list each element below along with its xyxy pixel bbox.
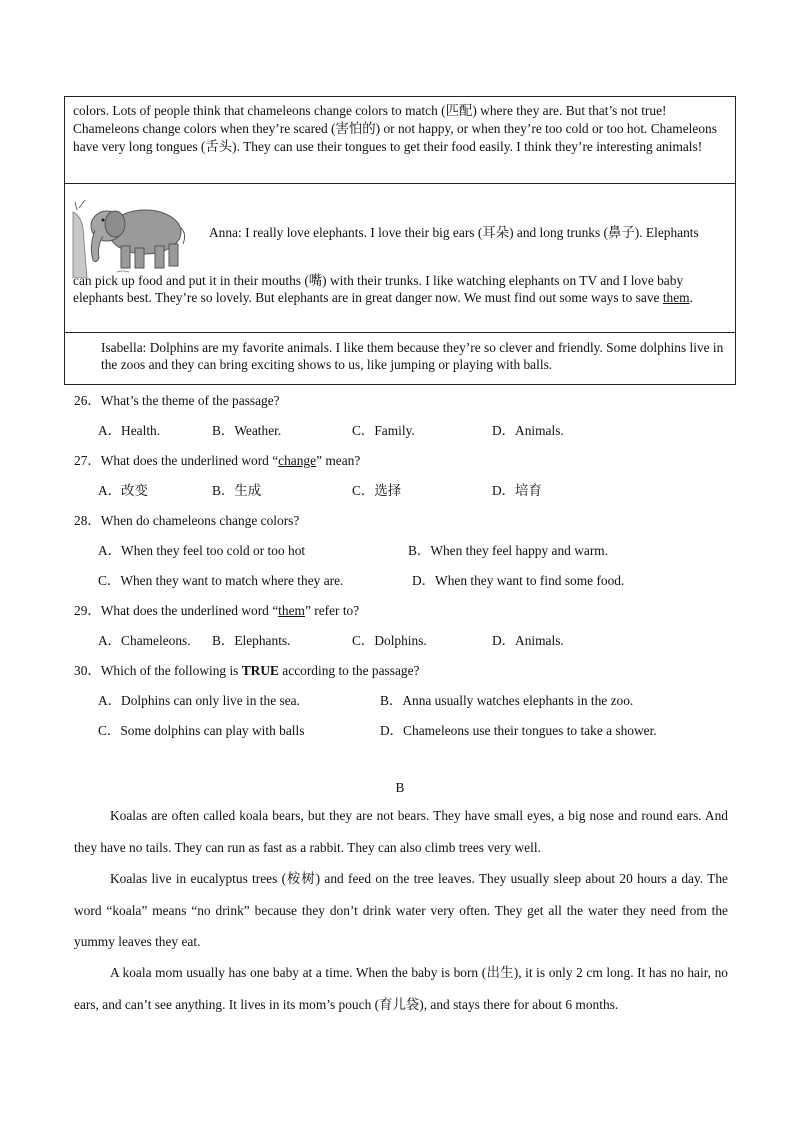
q30-option-a[interactable]: A．Dolphins can only live in the sea. bbox=[98, 693, 300, 708]
q29-option-c[interactable]: C．Dolphins. bbox=[352, 633, 427, 648]
q30-option-b[interactable]: B．Anna usually watches elephants in the zoo. bbox=[380, 693, 634, 708]
elephant-illustration bbox=[71, 198, 189, 278]
underlined-them: them bbox=[662, 290, 690, 305]
q28-option-c[interactable]: C．When they want to match where they are. bbox=[98, 573, 344, 588]
q30-stem-pre: 30．Which of the following is bbox=[74, 663, 242, 678]
q29-stem-post: ” refer to? bbox=[304, 603, 360, 618]
question-29-stem bbox=[74, 600, 359, 619]
q29-underlined-word: them bbox=[278, 603, 305, 618]
q27-option-b[interactable]: B．生成 bbox=[212, 483, 262, 498]
q27-underlined-word: change bbox=[278, 453, 317, 468]
q29-stem-pre: 29．What does the underlined word “ bbox=[74, 603, 279, 618]
q27-option-c[interactable]: C．选择 bbox=[352, 483, 402, 498]
koala-paragraph-2: Koalas live in eucalyptus trees (桉树) and feed on the tree leaves. They usually sleep about 20 hours a day. The word “koala” means “no drink” because they don’t drink water very often. They get all the water they need from the yummy leaves they eat. bbox=[74, 871, 728, 949]
q27-option-d[interactable]: D．培育 bbox=[492, 483, 542, 498]
q26-option-a[interactable]: A．Health. bbox=[98, 423, 161, 438]
q28-option-d[interactable]: D．When they want to find some food. bbox=[412, 573, 625, 588]
question-28-stem: 28．When do chameleons change colors? bbox=[74, 513, 300, 528]
question-26-stem: 26．What’s the theme of the passage? bbox=[74, 393, 280, 408]
q29-option-b[interactable]: B．Elephants. bbox=[212, 633, 291, 648]
anna-first-line: Anna: I really love elephants. I love their big ears (耳朵) and long trunks (鼻子). Elephants bbox=[209, 225, 699, 240]
q27-stem-post: ” mean? bbox=[316, 453, 361, 468]
q28-option-a[interactable]: A．When they feel too cold or too hot bbox=[98, 543, 306, 558]
q27-stem-pre: 27．What does the underlined word “ bbox=[74, 453, 279, 468]
q26-option-d[interactable]: D．Animals. bbox=[492, 423, 564, 438]
chameleon-text: colors. Lots of people think that chameleons change colors to match (匹配) where they are. But that’s not true! Chameleons change colors when they’re scared (害怕的) or not happy, or when they’re too cold or too hot. Chameleons have very long tongues (舌头). They can use their tongues to get their food easily. I think they’re interesting animals! bbox=[73, 103, 717, 154]
anna-text bbox=[73, 272, 727, 306]
q30-option-d[interactable]: D．Chameleons use their tongues to take a shower. bbox=[380, 723, 657, 738]
koala-paragraph-3: A koala mom usually has one baby at a time. When the baby is born (出生), it is only 2 cm long. It has no hair, no ears, and can’t see anything. It lives in its mom’s pouch (育儿袋), and stays there for about 6 months. bbox=[74, 965, 728, 1012]
chameleon-passage-box bbox=[64, 96, 736, 184]
anna-period: . bbox=[689, 290, 693, 305]
q29-option-d[interactable]: D．Animals. bbox=[492, 633, 564, 648]
anna-passage-box bbox=[64, 183, 736, 333]
isabella-passage-box bbox=[64, 332, 736, 385]
q30-bold-word: TRUE bbox=[241, 663, 279, 678]
q30-stem-post: according to the passage? bbox=[278, 663, 420, 678]
q30-option-c[interactable]: C．Some dolphins can play with balls bbox=[98, 723, 305, 738]
question-27-stem bbox=[74, 450, 360, 469]
isabella-text: Isabella: Dolphins are my favorite animals. I like them because they’re so clever and friendly. Some dolphins live in the zoos and they can bring exciting shows to us, like jumping or playing with balls. bbox=[101, 340, 724, 372]
q26-option-c[interactable]: C．Family. bbox=[352, 423, 415, 438]
q26-option-b[interactable]: B．Weather. bbox=[212, 423, 282, 438]
anna-text-body: can pick up food and put it in their mouths (嘴) with their trunks. I like watching elephants on TV and I love baby elephants best. They’re so lovely. But elephants are in great danger now. We must find out some ways to save bbox=[73, 273, 684, 305]
q27-option-a[interactable]: A．改变 bbox=[98, 483, 148, 498]
question-30-stem bbox=[74, 660, 420, 679]
section-b-heading: B bbox=[395, 780, 405, 795]
q29-option-a[interactable]: A．Chameleons. bbox=[98, 633, 191, 648]
koala-paragraph-1: Koalas are often called koala bears, but they are not bears. They have small eyes, a big nose and round ears. And they have no tails. They can run as fast as a rabbit. They can also climb trees very well. bbox=[74, 808, 728, 855]
q28-option-b[interactable]: B．When they feel happy and warm. bbox=[408, 543, 609, 558]
